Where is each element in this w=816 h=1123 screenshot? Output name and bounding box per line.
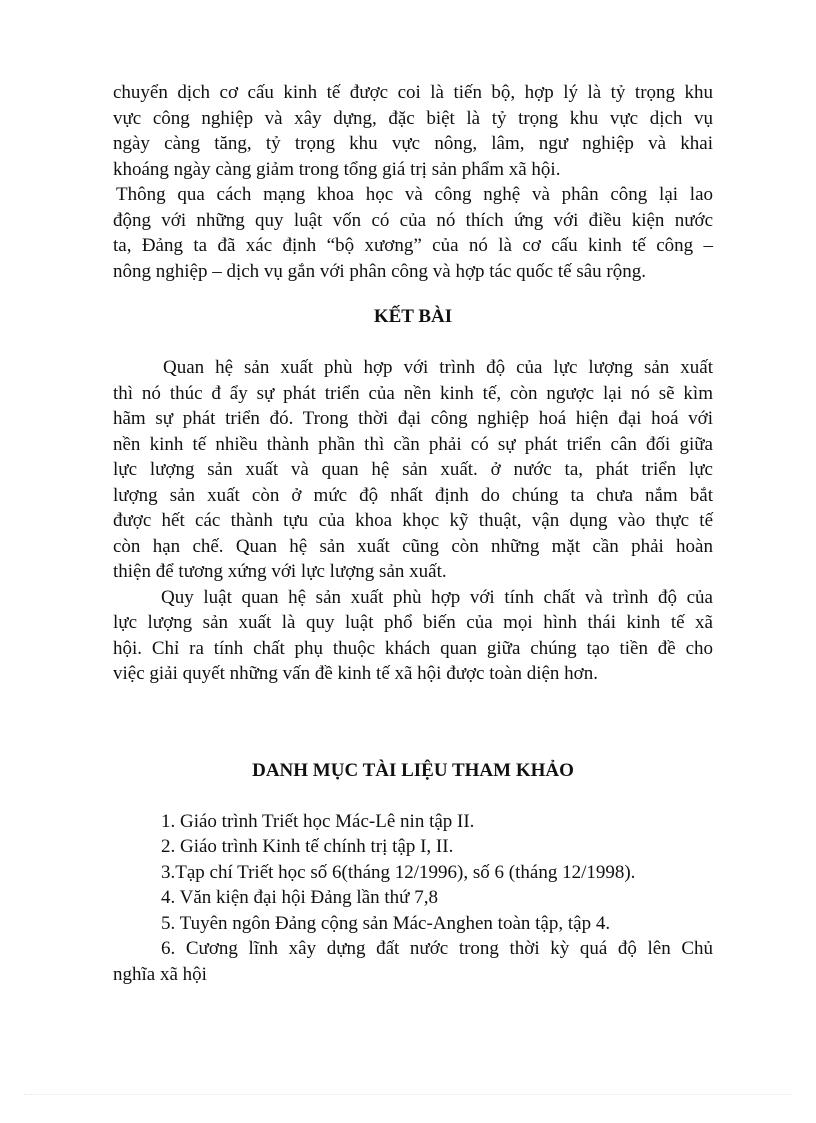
intro-line: Thông qua cách mạng khoa học và công nghệ và phân công lại lao xyxy=(116,184,713,205)
reference-item: 2. Giáo trình Kinh tế chính trị tập I, II. xyxy=(161,836,454,857)
reference-item: 5. Tuyên ngôn Đảng cộng sản Mác-Anghen toàn tập, tập 4. xyxy=(161,912,611,934)
paragraph-line: lượng sản xuất còn ở mức độ nhất định do chúng ta chưa nắm bắt xyxy=(113,484,713,506)
document-page xyxy=(113,80,713,987)
paragraph-line: lực lượng sản xuất và quan hệ sản xuất. ở nước ta, phát triển lực xyxy=(113,459,713,480)
paragraph-line: hội. Chỉ ra tính chất phụ thuộc khách quan giữa chúng tạo tiền đề cho xyxy=(113,637,713,659)
reference-item: 1. Giáo trình Triết học Mác-Lê nin tập II. xyxy=(161,810,475,832)
intro-line: ta, Đảng ta đã xác định “bộ xương” của nó là cơ cấu kinh tế công – xyxy=(113,235,713,256)
paragraph-line: còn hạn chế. Quan hệ sản xuất cũng còn những mặt cần phải hoàn xyxy=(113,535,713,557)
conclusion-paragraph-2 xyxy=(113,585,713,687)
paragraph-line: nền kinh tế nhiều thành phần thì cần phải có sự phát triển cân đối giữa xyxy=(113,433,713,455)
intro-line: khoáng ngày càng giảm trong tổng giá trị sản phẩm xã hội. xyxy=(113,158,561,180)
paragraph-line: lực lượng sản xuất là quy luật phổ biến của mọi hình thái kinh tế xã xyxy=(113,612,713,633)
paragraph-line: được hết các thành tựu của khoa khọc kỹ thuật, vận dụng vào thực tế xyxy=(113,510,713,531)
reference-item: 6. Cương lĩnh xây dựng đất nước trong thời kỳ quá độ lên Chủ xyxy=(161,938,713,959)
intro-line: ngày càng tăng, tỷ trọng khu vực nông, lâm, ngư nghiệp và khai xyxy=(113,133,713,154)
reference-item: 3.Tạp chí Triết học số 6(tháng 12/1996), số 6 (tháng 12/1998). xyxy=(161,861,636,883)
references-heading: DANH MỤC TÀI LIỆU THAM KHẢO xyxy=(252,759,574,781)
paragraph-line: việc giải quyết những vấn đề kinh tế xã hội được toàn diện hơn. xyxy=(113,663,598,684)
paragraph-line: Quy luật quan hệ sản xuất phù hợp với tính chất và trình độ của xyxy=(161,586,713,608)
intro-section xyxy=(113,80,713,284)
intro-line: nông nghiệp – dịch vụ gắn với phân công và hợp tác quốc tế sâu rộng. xyxy=(113,260,646,282)
reference-list xyxy=(113,809,713,988)
reference-item-continuation: nghĩa xã hội xyxy=(113,963,207,985)
page-bottom-rule xyxy=(24,1094,792,1095)
conclusion-paragraph-1 xyxy=(113,355,713,585)
paragraph-line: Quan hệ sản xuất phù hợp với trình độ của lực lượng sản xuất xyxy=(163,357,713,378)
reference-item: 4. Văn kiện đại hội Đảng lần thứ 7,8 xyxy=(161,887,438,908)
paragraph-line: thì nó thúc đ ẩy sự phát triển của nền kinh tế, còn ngược lại nó sẽ kìm xyxy=(113,382,713,404)
paragraph-line: thiện để tương xứng với lực lượng sản xuất. xyxy=(113,561,447,582)
intro-line: chuyển dịch cơ cấu kinh tế được coi là tiến bộ, hợp lý là tỷ trọng khu xyxy=(113,82,713,103)
conclusion-heading: KẾT BÀI xyxy=(373,306,453,327)
intro-line: động với những quy luật vốn có của nó thích ứng với điều kiện nước xyxy=(113,209,713,231)
paragraph-line: hãm sự phát triển đó. Trong thời đại công nghiệp hoá hiện đại hoá với xyxy=(113,408,713,429)
intro-line: vực công nghiệp và xây dựng, đặc biệt là tỷ trọng khu vực dịch vụ xyxy=(113,107,713,129)
